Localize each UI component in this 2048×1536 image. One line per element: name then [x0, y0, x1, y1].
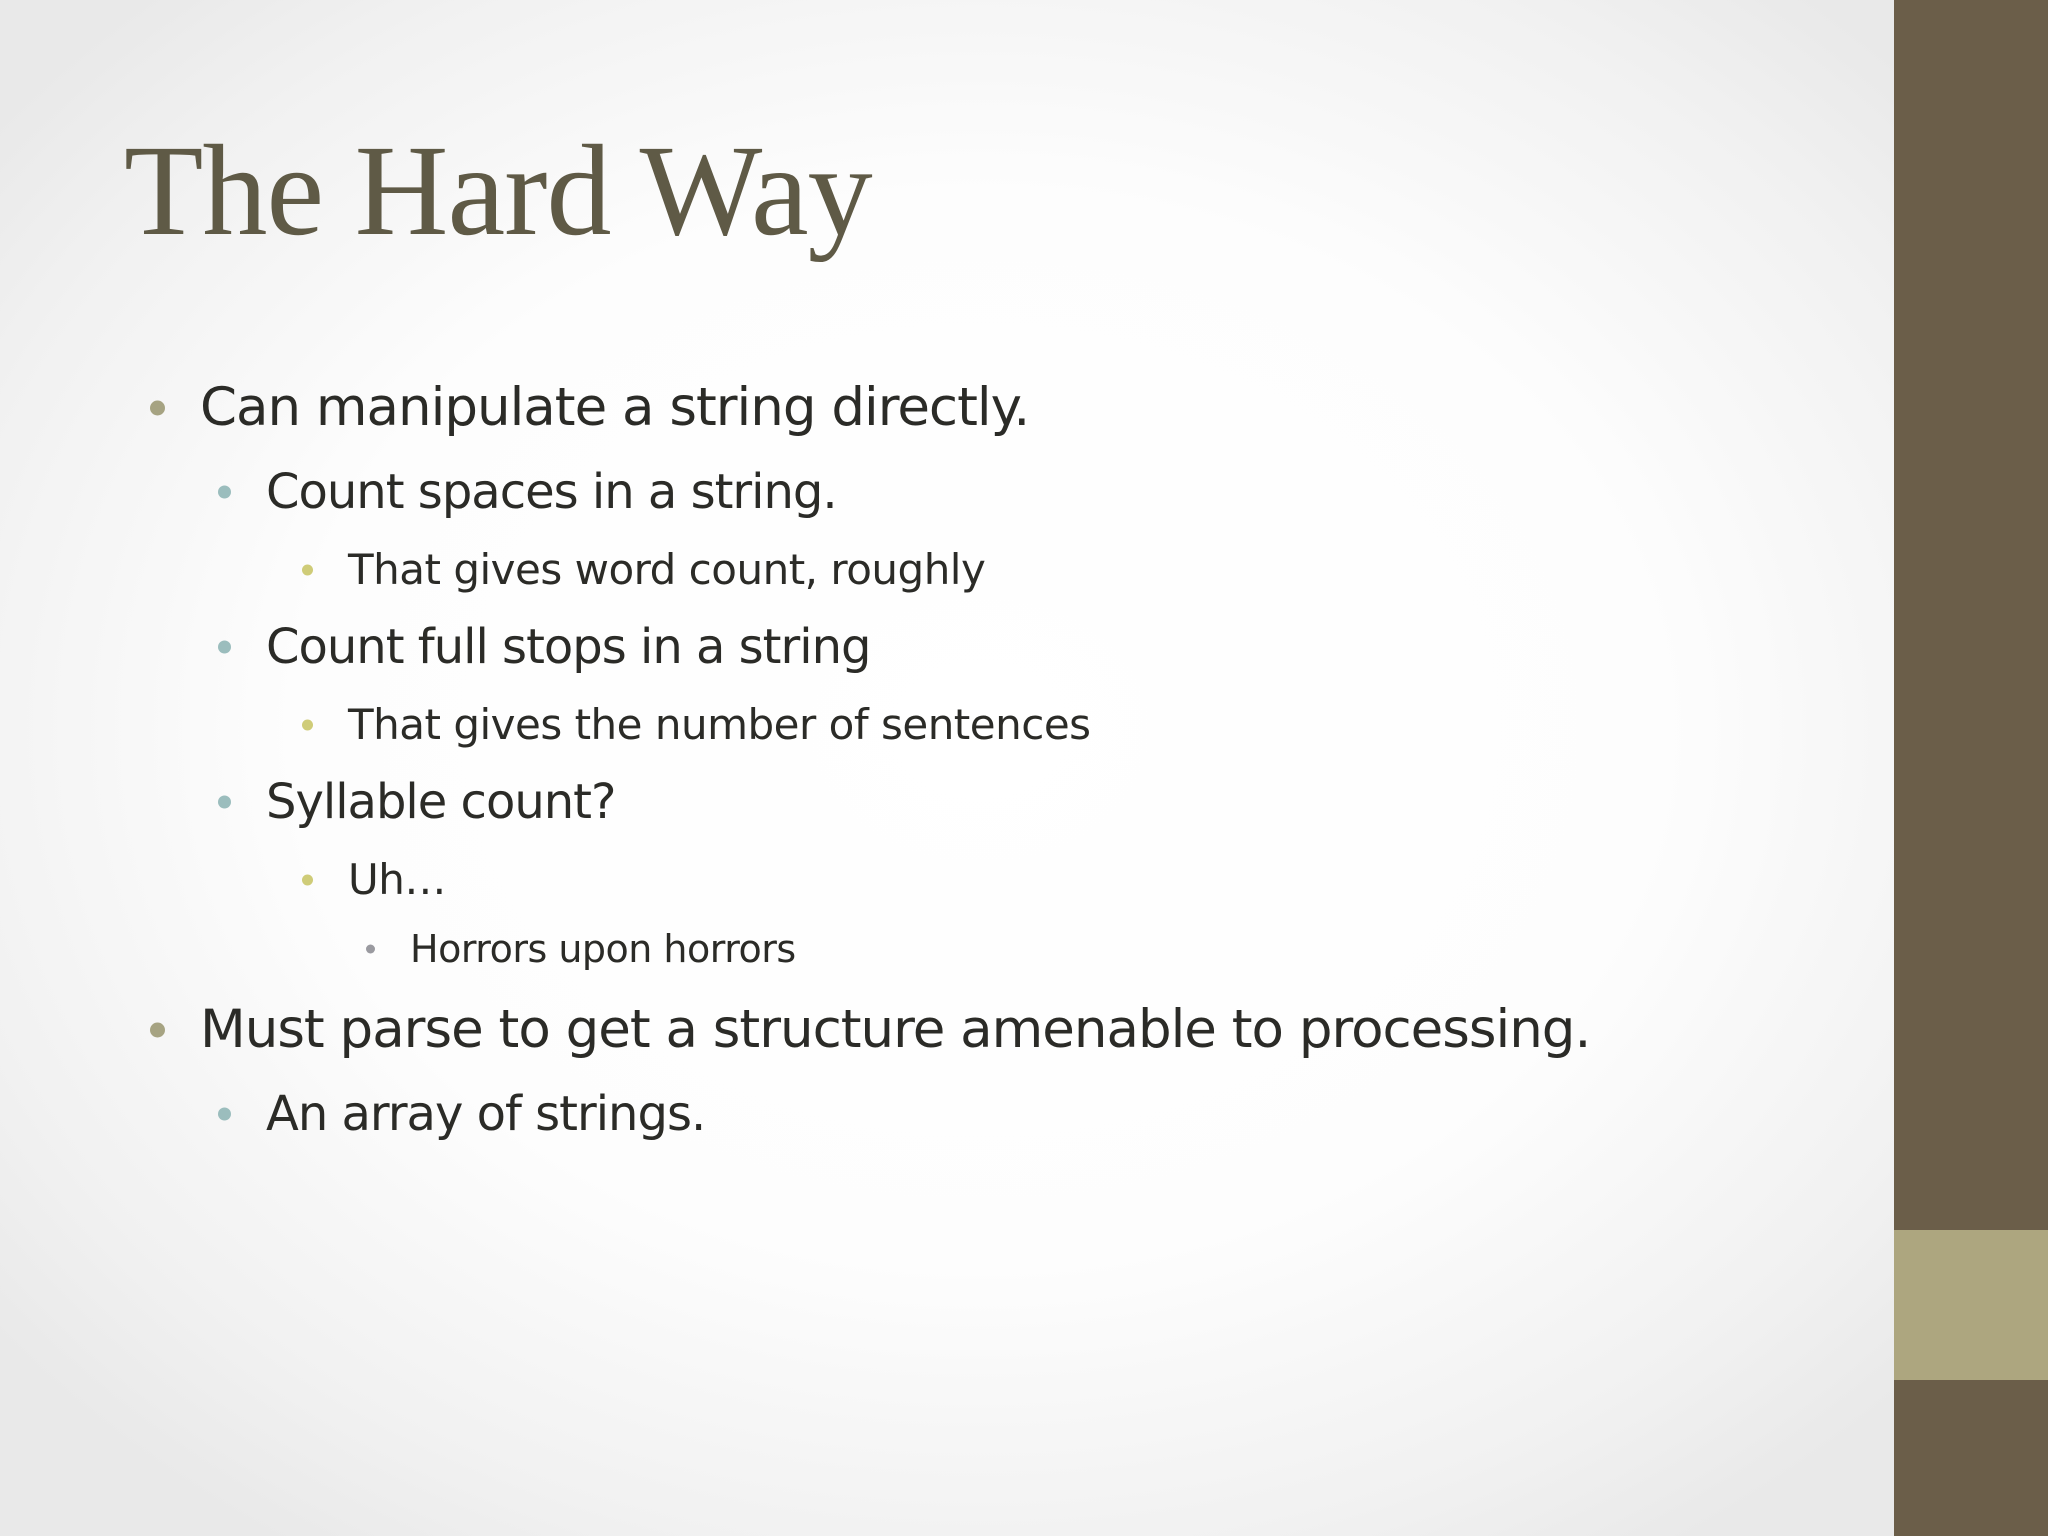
bullet-text: That gives word count, roughly	[348, 545, 986, 594]
bullet-dot-icon	[218, 796, 231, 809]
bullet-text: That gives the number of sentences	[348, 700, 1091, 749]
bullet-dot-icon	[218, 641, 231, 654]
bullet-item	[266, 619, 870, 675]
bullet-text: Count full stops in a string	[266, 619, 871, 675]
bullet-dot-icon	[302, 874, 313, 885]
side-bar-accent-block	[1894, 1230, 2048, 1380]
bullet-item	[266, 774, 615, 830]
bullet-item	[200, 377, 1029, 438]
bullet-dot-icon	[302, 564, 313, 575]
bullet-dot-icon	[150, 1022, 165, 1037]
bullet-item	[348, 855, 446, 904]
bullet-text: Uh…	[348, 855, 446, 904]
bullet-dot-icon	[218, 486, 231, 499]
bullet-item	[410, 927, 796, 971]
bullet-item	[348, 545, 985, 594]
bullet-text: Can manipulate a string directly.	[200, 377, 1030, 438]
bullet-item	[200, 999, 1590, 1060]
bullet-dot-icon	[302, 719, 313, 730]
bullet-item	[266, 1086, 705, 1142]
bullet-text: Horrors upon horrors	[410, 927, 796, 971]
bullet-text: Count spaces in a string.	[266, 464, 837, 520]
bullet-dot-icon	[366, 945, 375, 954]
bullet-text: Must parse to get a structure amenable to processing.	[200, 999, 1591, 1060]
bullet-dot-icon	[150, 400, 165, 415]
bullet-item	[266, 464, 837, 520]
bullet-dot-icon	[218, 1108, 231, 1121]
bullet-text: An array of strings.	[266, 1086, 706, 1142]
bullet-item	[348, 700, 1091, 749]
slide-title: The Hard Way	[124, 119, 872, 263]
bullet-text: Syllable count?	[266, 774, 616, 830]
